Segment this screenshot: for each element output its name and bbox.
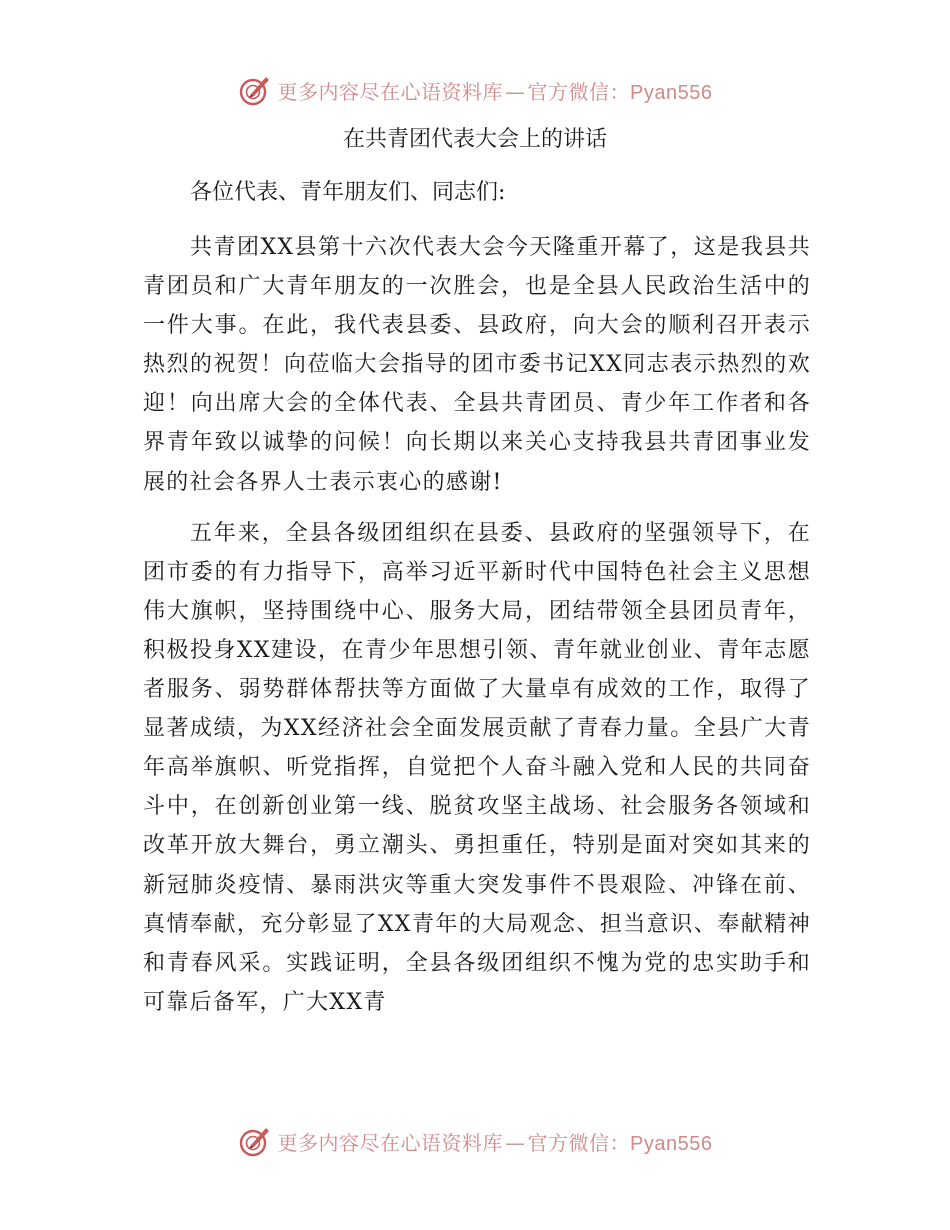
- header-banner: [0, 70, 950, 110]
- wechat-id: Pyan556: [630, 1132, 713, 1155]
- salutation: 各位代表、青年朋友们、同志们:: [190, 180, 506, 205]
- paragraph-2: 五年来，全县各级团组织在县委、县政府的坚强领导下，在团市委的有力指导下，高举习近平新时代中国特色社会主义思想伟大旗帜，坚持围绕中心、服务大局，团结带领全县团员青年，积极投身XX建设，在青少年思想引领、青年就业创业、青年志愿者服务、弱势群体帮扶等方面做了大量卓有成效的工作，取得了显著成绩，为XX经济社会全面发展贡献了青春力量。全县广大青年高举旗帜、听党指挥，自觉把个人奋斗融入党和人民的共同奋斗中，在创新创业第一线、脱贫攻坚主战场、社会服务各领域和改革开放大舞台，勇立潮头、勇担重任，特别是面对突如其来的新冠肺炎疫情、暴雨洪灾等重大突发事件不畏艰险、冲锋在前、真情奉献，充分彰显了XX青年的大局观念、担当意识、奉献精神和青春风采。实践证明，全县各级团组织不愧为党的忠实助手和可靠后备军，广大XX青: [143, 520, 811, 1015]
- document-body: [143, 166, 811, 1022]
- document-title: 在共青团代表大会上的讲话: [342, 127, 607, 152]
- wechat-id: Pyan556: [630, 81, 713, 104]
- banner-text: 更多内容尽在心语资料库 — 官方微信：Pyan556: [277, 79, 713, 104]
- banner-text: 更多内容尽在心语资料库 — 官方微信：Pyan556: [277, 1130, 713, 1155]
- paragraph-1: 共青团XX县第十六次代表大会今天隆重开幕了，这是我县共青团员和广大青年朋友的一次胜会，也是全县人民政治生活中的一件大事。在此，我代表县委、县政府，向大会的顺利召开表示热烈的祝贺！向莅临大会指导的团市委书记XX同志表示热烈的欢迎！向出席大会的全体代表、全县共青团员、青少年工作者和各界青年致以诚挚的问候！向长期以来关心支持我县共青团事业发展的社会各界人士表示衷心的感谢!: [143, 235, 811, 495]
- pen-logo-icon: [238, 73, 272, 107]
- footer-banner: [0, 1121, 950, 1161]
- pen-logo-icon: [238, 1124, 272, 1158]
